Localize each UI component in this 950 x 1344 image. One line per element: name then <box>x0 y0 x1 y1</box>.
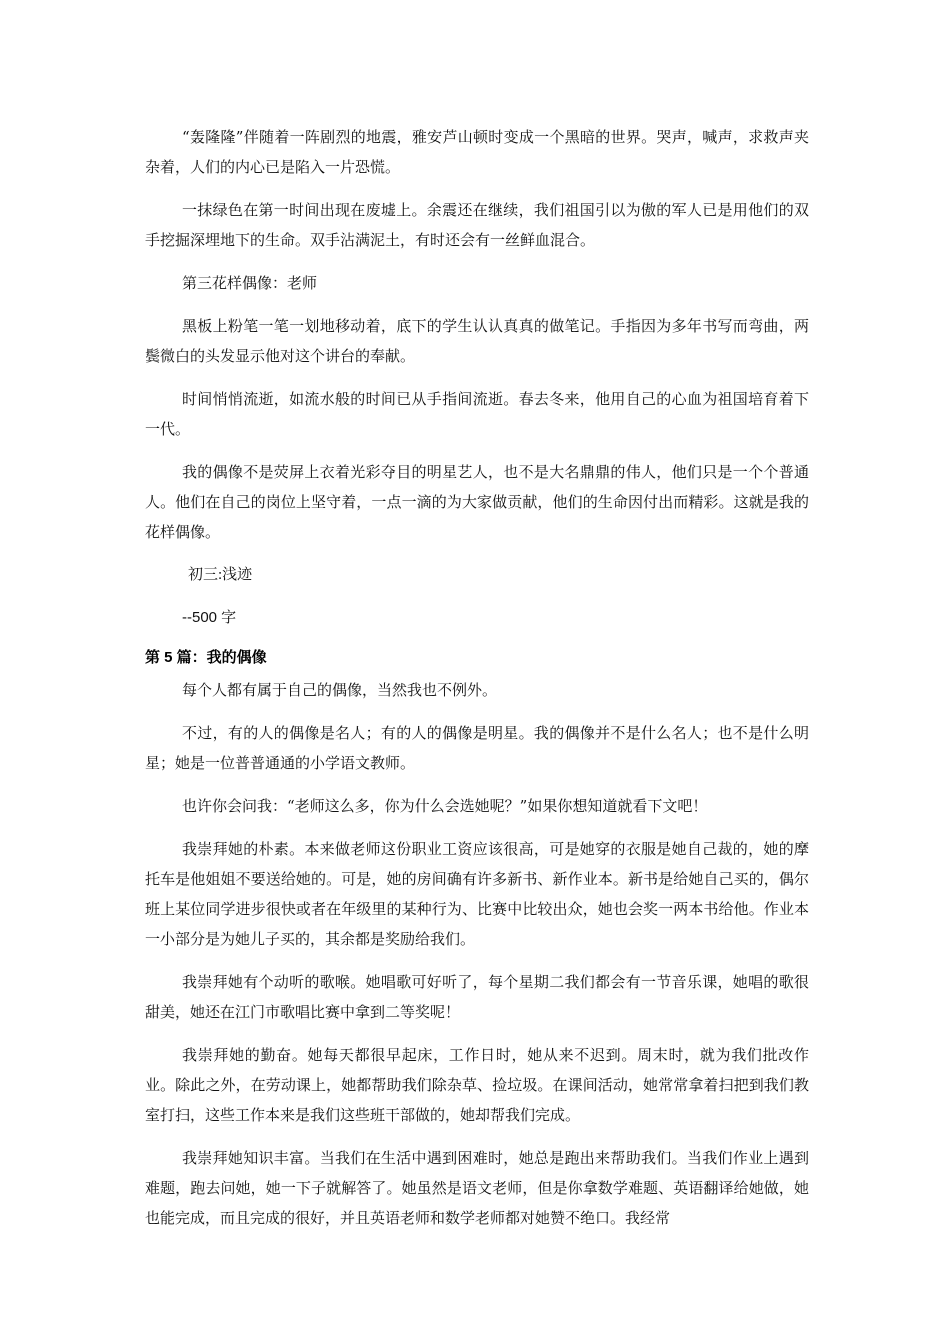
paragraph-simplicity: 我崇拜她的朴素。本来做老师这份职业工资应该很高，可是她穿的衣服是她自己裁的，她的摩托车是他姐姐不要送给她的。可是，她的房间确有许多新书、新作业本。新书是给她自己买的，偶尔班上某位同学进步很快或者在年级里的某种行为、比赛中比较出众，她也会奖一两本书给他。作业本一小部分是为她儿子买的，其余都是奖励给我们。 <box>145 840 809 948</box>
paragraph-question: 也许你会问我：“老师这么多，你为什么会选她呢？”如果你想知道就看下文吧！ <box>182 797 708 815</box>
paragraph-conclusion: 我的偶像不是荧屏上衣着光彩夺目的明星艺人，也不是大名鼎鼎的伟人，他们只是一个个普通人。他们在自己的岗位上坚守着，一点一滴的为大家做贡献，他们的生命因付出而精彩。这就是我的花样偶像。 <box>145 463 809 541</box>
paragraph-knowledge: 我崇拜她知识丰富。当我们在生活中遇到困难时，她总是跑出来帮助我们。当我们作业上遇到难题，跑去问她，她一下子就解答了。她虽然是语文老师，但是你拿数学难题、英语翻译给她做，她也能完成，而且完成的很好，并且英语老师和数学老师都对她赞不绝口。我经常 <box>145 1149 809 1227</box>
paragraph-third-idol-title: 第三花样偶像：老师 <box>182 274 318 292</box>
paragraph-not-celebrity: 不过，有的人的偶像是名人；有的人的偶像是明星。我的偶像并不是什么名人；也不是什么明星；她是一位普普通通的小学语文教师。 <box>145 724 809 772</box>
paragraph-blackboard: 黑板上粉笔一笔一划地移动着，底下的学生认认真真的做笔记。手指因为多年书写而弯曲，两鬓微白的头发显示他对这个讲台的奉献。 <box>145 317 809 365</box>
section-heading: 第 5 篇：我的偶像 <box>145 649 267 666</box>
word-count: --500 字 <box>182 609 237 626</box>
paragraph-soldiers: 一抹绿色在第一时间出现在废墟上。余震还在继续，我们祖国引以为傲的军人已是用他们的双手挖掘深埋地下的生命。双手沾满泥土，有时还会有一丝鲜血混合。 <box>145 201 809 249</box>
document-page <box>145 122 809 1246</box>
paragraph-intro: 每个人都有属于自己的偶像，当然我也不例外。 <box>182 681 498 699</box>
author-signature: 初三:浅迹 <box>188 567 253 583</box>
paragraph-earthquake: “轰隆隆”伴随着一阵剧烈的地震，雅安芦山顿时变成一个黑暗的世界。哭声，喊声，求救声夹杂着，人们的内心已是陷入一片恐慌。 <box>145 128 809 176</box>
paragraph-time-passing: 时间悄悄流逝，如流水般的时间已从手指间流逝。春去冬来，他用自己的心血为祖国培育着下一代。 <box>145 390 809 438</box>
paragraph-diligence: 我崇拜她的勤奋。她每天都很早起床，工作日时，她从来不迟到。周末时，就为我们批改作业。除此之外，在劳动课上，她都帮助我们除杂草、捡垃圾。在课间活动，她常常拿着扫把到我们教室打扫，这些工作本来是我们这些班干部做的，她却帮我们完成。 <box>145 1046 809 1124</box>
paragraph-singing: 我崇拜她有个动听的歌喉。她唱歌可好听了，每个星期二我们都会有一节音乐课，她唱的歌很甜美，她还在江门市歌唱比赛中拿到二等奖呢！ <box>145 973 809 1021</box>
